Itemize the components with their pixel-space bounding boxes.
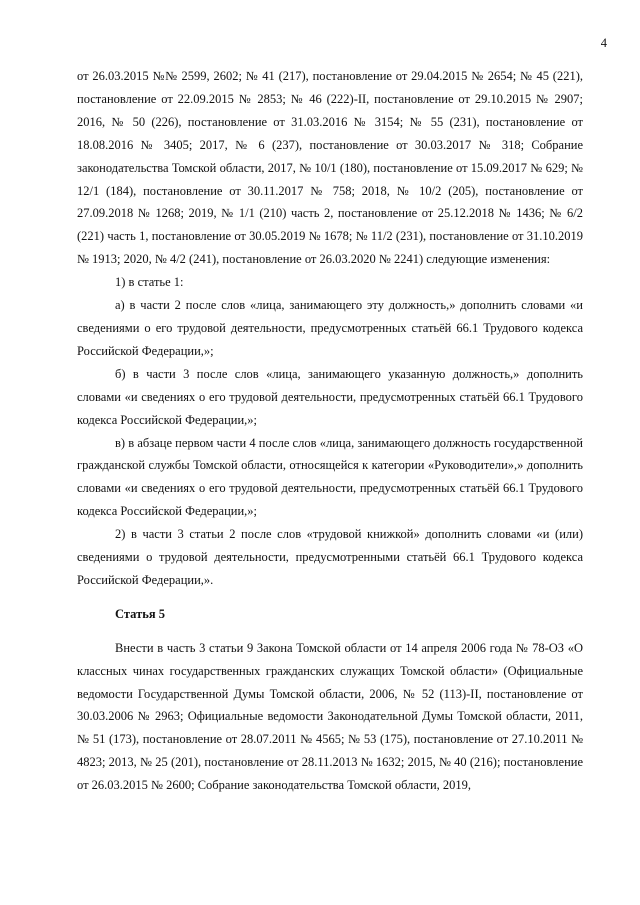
paragraph-article-5: Внести в часть 3 статьи 9 Закона Томской области от 14 апреля 2006 года № 78-ОЗ «О классных чинах государственных гражданских служащих Томской области» (Официальные ведомости Государственной Думы Томской области, 2006, № 52 (113)-II, постановление от 30.03.2006 № 2963; Официальные ведомости Законодательной Думы Томской области, 2011, № 51 (173), постановление от 28.07.2011 № 4565; № 53 (175), постановление от 27.10.2011 № 4823; 2013, № 25 (201), постановление от 28.11.2013 № 1632; 2015, № 40 (216); постановление от 26.03.2015 № 2600; Собрание законодательства Томской области, 2019, bbox=[77, 640, 583, 793]
paragraph-item-2: 2) в части 3 статьи 2 после слов «трудовой книжкой» дополнить словами «и (или) сведениями о трудовой деятельности, предусмотренными статьёй 66.1 Трудового кодекса Российской Федерации,». bbox=[77, 527, 583, 587]
paragraph-item-1c: в) в абзаце первом части 4 после слов «лица, занимающего должность государственной гражданской службы Томской области, относящейся к категории «Руководители»,» дополнить словами «и сведениях о его трудовой деятельности, предусмотренных статьёй 66.1 Трудового кодекса Российской Федерации,»; bbox=[77, 435, 583, 519]
document-body bbox=[77, 65, 583, 797]
paragraph-amendment-sources: от 26.03.2015 №№ 2599, 2602; № 41 (217), постановление от 29.04.2015 № 2654; № 45 (221), постановление от 22.09.2015 № 2853; № 46 (222)-II, постановление от 29.10.2015 № 2907; 2016, № 50 (226), постановление от 31.03.2016 № 3154; № 55 (231), постановление от 18.08.2016 № 3405; 2017, № 6 (237), постановление от 30.03.2017 № 318; Собрание законодательства Томской области, 2017, № 10/1 (180), постановление от 15.09.2017 № 629; № 12/1 (184), постановление от 30.11.2017 № 758; 2018, № 10/2 (205), постановление от 27.09.2018 № 1268; 2019, № 1/1 (210) часть 2, постановление от 25.12.2018 № 1436; № 6/2 (221) часть 1, постановление от 30.05.2019 № 1678; № 11/2 (231), постановление от 31.10.2019 № 1913; 2020, № 4/2 (241), постановление от 26.03.2020 № 2241) следующие изменения: bbox=[77, 69, 583, 267]
paragraph-item-1: 1) в статье 1: bbox=[115, 275, 184, 290]
paragraph-item-1a: а) в части 2 после слов «лица, занимающего эту должность,» дополнить словами «и сведениями о его трудовой деятельности, предусмотренных статьёй 66.1 Трудового кодекса Российской Федерации,»; bbox=[77, 298, 583, 358]
article-heading: Статья 5 bbox=[115, 606, 165, 621]
page-number: 4 bbox=[600, 36, 607, 50]
paragraph-item-1b: б) в части 3 после слов «лица, занимающего указанную должность,» дополнить словами «и сведениях о его трудовой деятельности, предусмотренных статьёй 66.1 Трудового кодекса Российской Федерации,»; bbox=[77, 366, 583, 427]
